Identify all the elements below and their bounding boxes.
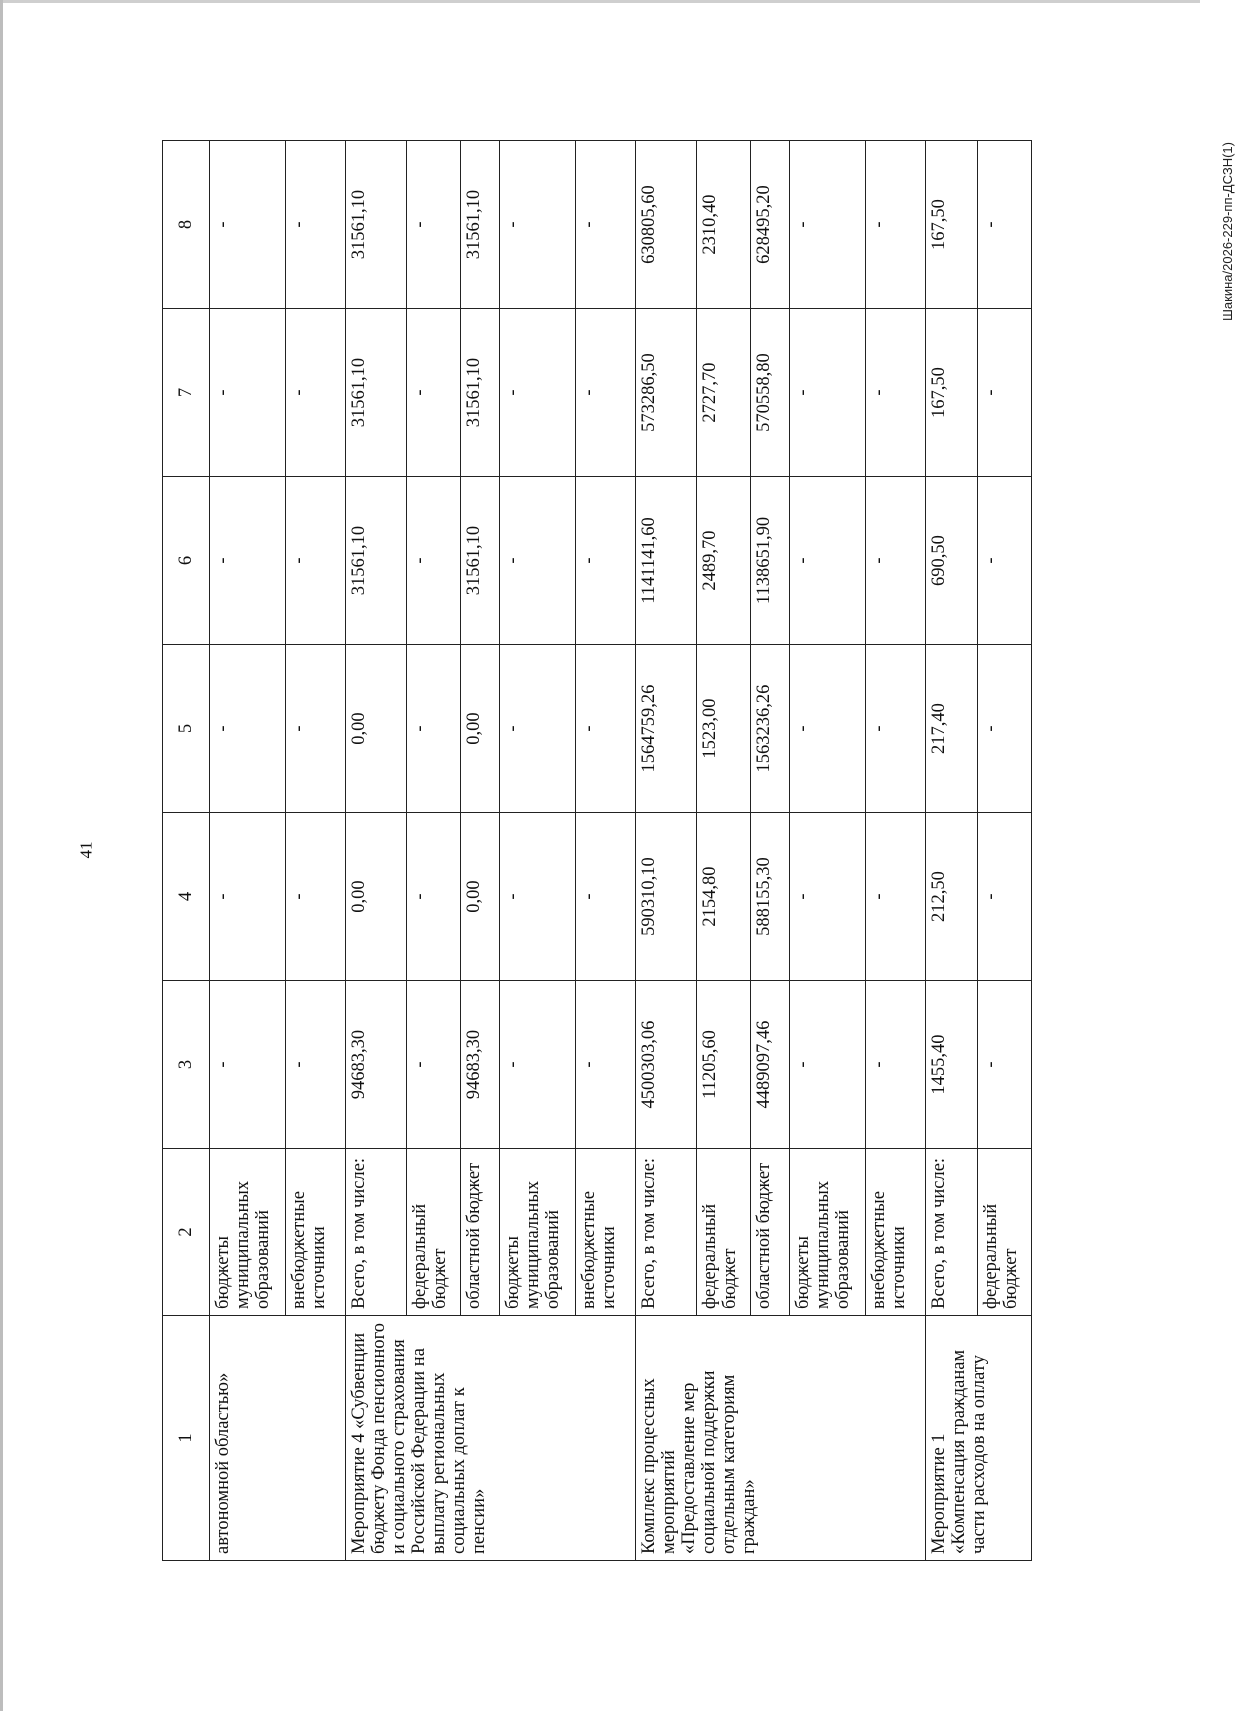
amount-cell: - (286, 477, 345, 645)
header-col-6: 6 (163, 477, 210, 645)
measure-title: автономной областью» (210, 1316, 346, 1561)
amount-cell: 570558,80 (751, 309, 790, 477)
scan-edge-left (0, 0, 3, 1711)
amount-cell: 2727,70 (697, 309, 751, 477)
amount-cell: - (210, 309, 286, 477)
amount-cell: 590310,10 (635, 813, 697, 981)
amount-cell: - (407, 477, 461, 645)
funding-source: Всего, в том числе: (925, 1149, 978, 1316)
amount-cell: - (407, 645, 461, 813)
measure-title: Комплекс процессных мероприятий «Предоставление мер социальной поддержки отдельным категориям граждан» (635, 1316, 925, 1561)
amount-cell: - (789, 981, 865, 1149)
amount-cell: 628495,20 (751, 141, 790, 309)
amount-cell: - (407, 309, 461, 477)
amount-cell: - (286, 309, 345, 477)
document-code: Шакина/2026-229-пп-ДСЗН(1) (1219, 142, 1235, 321)
amount-cell: - (789, 813, 865, 981)
amount-cell: - (978, 309, 1032, 477)
amount-cell: 31561,10 (345, 477, 407, 645)
amount-cell: - (978, 645, 1032, 813)
amount-cell: 588155,30 (751, 813, 790, 981)
amount-cell: - (978, 477, 1032, 645)
funding-source: Всего, в том числе: (635, 1149, 697, 1316)
amount-cell: - (499, 141, 575, 309)
amount-cell: 31561,10 (345, 141, 407, 309)
budget-table (162, 140, 1032, 1561)
amount-cell: 4500303,06 (635, 981, 697, 1149)
header-col-5: 5 (163, 645, 210, 813)
amount-cell: 0,00 (461, 813, 500, 981)
amount-cell: - (499, 813, 575, 981)
header-col-2: 2 (163, 1149, 210, 1316)
amount-cell: - (866, 477, 925, 645)
amount-cell: 1523,00 (697, 645, 751, 813)
amount-cell: 1455,40 (925, 981, 978, 1149)
amount-cell: 11205,60 (697, 981, 751, 1149)
amount-cell: 94683,30 (345, 981, 407, 1149)
amount-cell: 1138651,90 (751, 477, 790, 645)
amount-cell: 2489,70 (697, 477, 751, 645)
amount-cell: - (286, 141, 345, 309)
funding-source: областной бюджет (751, 1149, 790, 1316)
amount-cell: - (210, 981, 286, 1149)
budget-table-container (162, 141, 1032, 1561)
header-col-3: 3 (163, 981, 210, 1149)
amount-cell: - (499, 309, 575, 477)
amount-cell: - (407, 981, 461, 1149)
amount-cell: 31561,10 (345, 309, 407, 477)
table-body (210, 141, 1032, 1561)
funding-source: бюджеты муниципальных образований (210, 1149, 286, 1316)
amount-cell: - (286, 981, 345, 1149)
amount-cell: 31561,10 (461, 309, 500, 477)
scan-edge-top (0, 0, 1200, 3)
amount-cell: 212,50 (925, 813, 978, 981)
amount-cell: - (576, 813, 635, 981)
amount-cell: - (866, 309, 925, 477)
funding-source: Всего, в том числе: (345, 1149, 407, 1316)
funding-source: федеральный бюджет (697, 1149, 751, 1316)
amount-cell: - (499, 645, 575, 813)
measure-title: Мероприятие 4 «Субвенции бюджету Фонда пенсионного и социального страхования Российской Федерации на выплату региональных социальных доплат к пенсии» (345, 1316, 635, 1561)
amount-cell: 630805,60 (635, 141, 697, 309)
funding-source: федеральный бюджет (407, 1149, 461, 1316)
amount-cell: 2310,40 (697, 141, 751, 309)
amount-cell: 0,00 (345, 813, 407, 981)
amount-cell: - (576, 981, 635, 1149)
amount-cell: - (576, 141, 635, 309)
amount-cell: - (789, 141, 865, 309)
amount-cell: - (866, 645, 925, 813)
amount-cell: 167,50 (925, 141, 978, 309)
amount-cell: - (210, 645, 286, 813)
amount-cell: 2154,80 (697, 813, 751, 981)
amount-cell: 573286,50 (635, 309, 697, 477)
amount-cell: 31561,10 (461, 141, 500, 309)
amount-cell: - (286, 645, 345, 813)
amount-cell: 690,50 (925, 477, 978, 645)
page-number: 41 (76, 841, 96, 859)
table-row (635, 141, 697, 1561)
amount-cell: 0,00 (461, 645, 500, 813)
amount-cell: - (576, 309, 635, 477)
table-row (210, 141, 286, 1561)
funding-source: федеральный бюджет (978, 1149, 1032, 1316)
amount-cell: 167,50 (925, 309, 978, 477)
amount-cell: 94683,30 (461, 981, 500, 1149)
funding-source: бюджеты муниципальных образований (789, 1149, 865, 1316)
header-row (163, 141, 210, 1561)
funding-source: областной бюджет (461, 1149, 500, 1316)
amount-cell: - (286, 813, 345, 981)
amount-cell: 4489097,46 (751, 981, 790, 1149)
amount-cell: 1563236,26 (751, 645, 790, 813)
amount-cell: 31561,10 (461, 477, 500, 645)
funding-source: бюджеты муниципальных образований (499, 1149, 575, 1316)
amount-cell: - (789, 477, 865, 645)
amount-cell: 0,00 (345, 645, 407, 813)
amount-cell: - (866, 141, 925, 309)
amount-cell: - (210, 141, 286, 309)
amount-cell: - (499, 981, 575, 1149)
funding-source: внебюджетные источники (286, 1149, 345, 1316)
amount-cell: 1141141,60 (635, 477, 697, 645)
header-col-4: 4 (163, 813, 210, 981)
funding-source: внебюджетные источники (576, 1149, 635, 1316)
amount-cell: - (576, 645, 635, 813)
amount-cell: - (576, 477, 635, 645)
amount-cell: 1564759,26 (635, 645, 697, 813)
funding-source: внебюджетные источники (866, 1149, 925, 1316)
amount-cell: - (210, 477, 286, 645)
table-row (345, 141, 407, 1561)
amount-cell: - (978, 981, 1032, 1149)
amount-cell: - (978, 141, 1032, 309)
amount-cell: 217,40 (925, 645, 978, 813)
amount-cell: - (407, 813, 461, 981)
amount-cell: - (789, 645, 865, 813)
amount-cell: - (407, 141, 461, 309)
header-col-7: 7 (163, 309, 210, 477)
table-row (925, 141, 978, 1561)
amount-cell: - (978, 813, 1032, 981)
amount-cell: - (866, 813, 925, 981)
header-col-8: 8 (163, 141, 210, 309)
measure-title: Мероприятие 1 «Компенсация гражданам части расходов на оплату (925, 1316, 1031, 1561)
amount-cell: - (789, 309, 865, 477)
amount-cell: - (499, 477, 575, 645)
amount-cell: - (210, 813, 286, 981)
amount-cell: - (866, 981, 925, 1149)
header-col-1: 1 (163, 1316, 210, 1561)
